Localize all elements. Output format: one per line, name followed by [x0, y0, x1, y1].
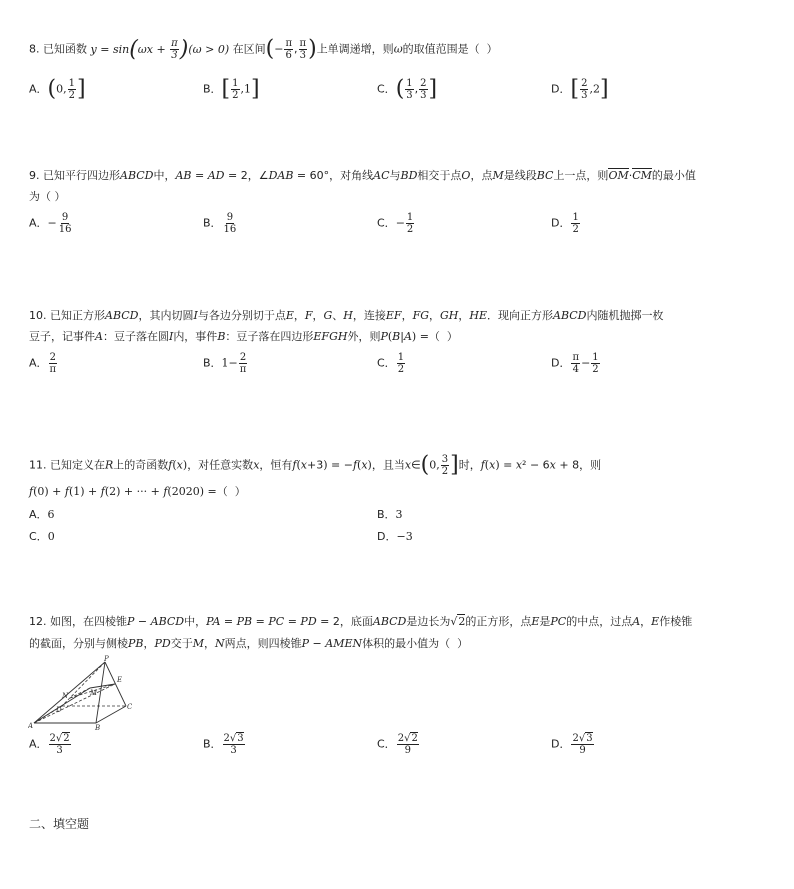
q10-stem-line1: 10. 已知正方形ABCD，其内切圆I与各边分别切于点E，F，G、H，连接EF，FG，GH，HE．现向正方形ABCD内随机抛掷一枚 — [29, 309, 664, 322]
q8-func: y = sin(ωx + $\frac{\pi}{3}$ )(ω > 0) — [90, 36, 230, 62]
q10-stem-line2: 豆子，记事件A：豆子落在圆I内，事件B：豆子落在四边形EFGH外，则P(B|A) =（ ） — [29, 330, 458, 343]
q8-stem: 8. 已知函数 y = sin(ωx + $\frac{\pi}{3}$ )(ω > 0) 在区间(− $\frac{\pi}{6}$ , $\frac{\pi}{3}$ )上单调递增，则ω的取值范围是（ ） — [29, 36, 498, 62]
label-n: N — [62, 692, 69, 700]
q9-stem-line1: 9. 已知平行四边形ABCD中，AB = AD = 2，∠DAB = 60°，对角线AC与BD相交于点O，点M是线段BC上一点，则OM·CM的最小值 — [29, 169, 696, 182]
q10-option-d[interactable]: D． $\frac{\pi}{4}$ − $\frac{1}{2}$ — [551, 352, 599, 375]
label-m: M — [90, 689, 98, 697]
q8-option-d[interactable]: D．[ $\frac{2}{3}$ ,2] — [551, 76, 609, 102]
q9-option-a[interactable]: A．− $\frac{9}{16}$ — [29, 212, 72, 235]
label-e: E — [117, 676, 123, 684]
q12-option-b[interactable]: B． $\frac{2√3}{3}$ — [203, 733, 244, 756]
q8-mid: 在区间 — [232, 42, 266, 56]
q8-suffix: 上单调递增，则ω的取值范围是（ ） — [316, 42, 498, 56]
q9-stem-line2: 为（ ） — [29, 190, 66, 203]
q8-option-a[interactable]: A．(0, $\frac{1}{2}$ ] — [29, 76, 86, 102]
label-p: P — [104, 655, 109, 663]
q8-prefix: 8. 已知函数 — [29, 42, 87, 56]
edge-pd — [62, 662, 105, 706]
q11-stem-line2: f(0) + f(1) + f(2) + ··· + f(2020) =（ ） — [29, 485, 246, 498]
q11-stem-line1: 11. 已知定义在R上的奇函数f(x)，对任意实数x，恒有f(x+3) = −f(x)，且当x∈(0, $\frac{3}{2}$ ]时，f(x) = x² − 6x + 8，则 — [29, 452, 602, 478]
label-c: C — [127, 703, 132, 711]
q9-option-b[interactable]: B． $\frac{9}{16}$ — [203, 212, 237, 235]
q12-stem-line1: 12. 如图，在四棱锥P − ABCD中，PA = PB = PC = PD = 2，底面ABCD是边长为√2的正方形，点E是PC的中点，过点A，E作棱锥 — [29, 615, 693, 628]
q12-option-c[interactable]: C． $\frac{2√2}{9}$ — [377, 733, 418, 756]
q12-option-a[interactable]: A． $\frac{2√2}{3}$ — [29, 733, 70, 756]
q9-option-d[interactable]: D． $\frac{1}{2}$ — [551, 212, 579, 235]
q9-option-c[interactable]: C．− $\frac{1}{2}$ — [377, 212, 414, 235]
q11-option-c[interactable]: C．0 — [29, 530, 55, 543]
q10-option-c[interactable]: C． $\frac{1}{2}$ — [377, 352, 405, 375]
label-b: B — [95, 724, 101, 730]
q12-option-d[interactable]: D． $\frac{2√3}{9}$ — [551, 733, 593, 756]
pyramid-figure — [28, 654, 132, 730]
q12-stem-line2: 的截面，分别与侧棱PB，PD交于M，N两点，则四棱锥P − AMEN体积的最小值为（ ） — [29, 637, 469, 650]
q10-option-a[interactable]: A． $\frac{2}{\pi}$ — [29, 352, 57, 375]
label-d: D — [56, 706, 62, 714]
q11-option-d[interactable]: D．−3 — [377, 530, 413, 543]
q8-option-b[interactable]: B．[ $\frac{1}{2}$ ,1] — [203, 76, 260, 102]
q11-option-b[interactable]: B．3 — [377, 508, 403, 521]
label-a: A — [28, 722, 34, 730]
edge-bc — [96, 706, 126, 723]
q11-option-a[interactable]: A．6 — [29, 508, 55, 521]
edge-pc — [105, 662, 126, 706]
q10-option-b[interactable]: B．1− $\frac{2}{\pi}$ — [203, 352, 247, 375]
edge-ae — [34, 684, 115, 723]
q8-option-c[interactable]: C．( $\frac{1}{3}$ , $\frac{2}{3}$ ] — [377, 76, 438, 102]
section-title: 二、填空题 — [29, 817, 90, 831]
